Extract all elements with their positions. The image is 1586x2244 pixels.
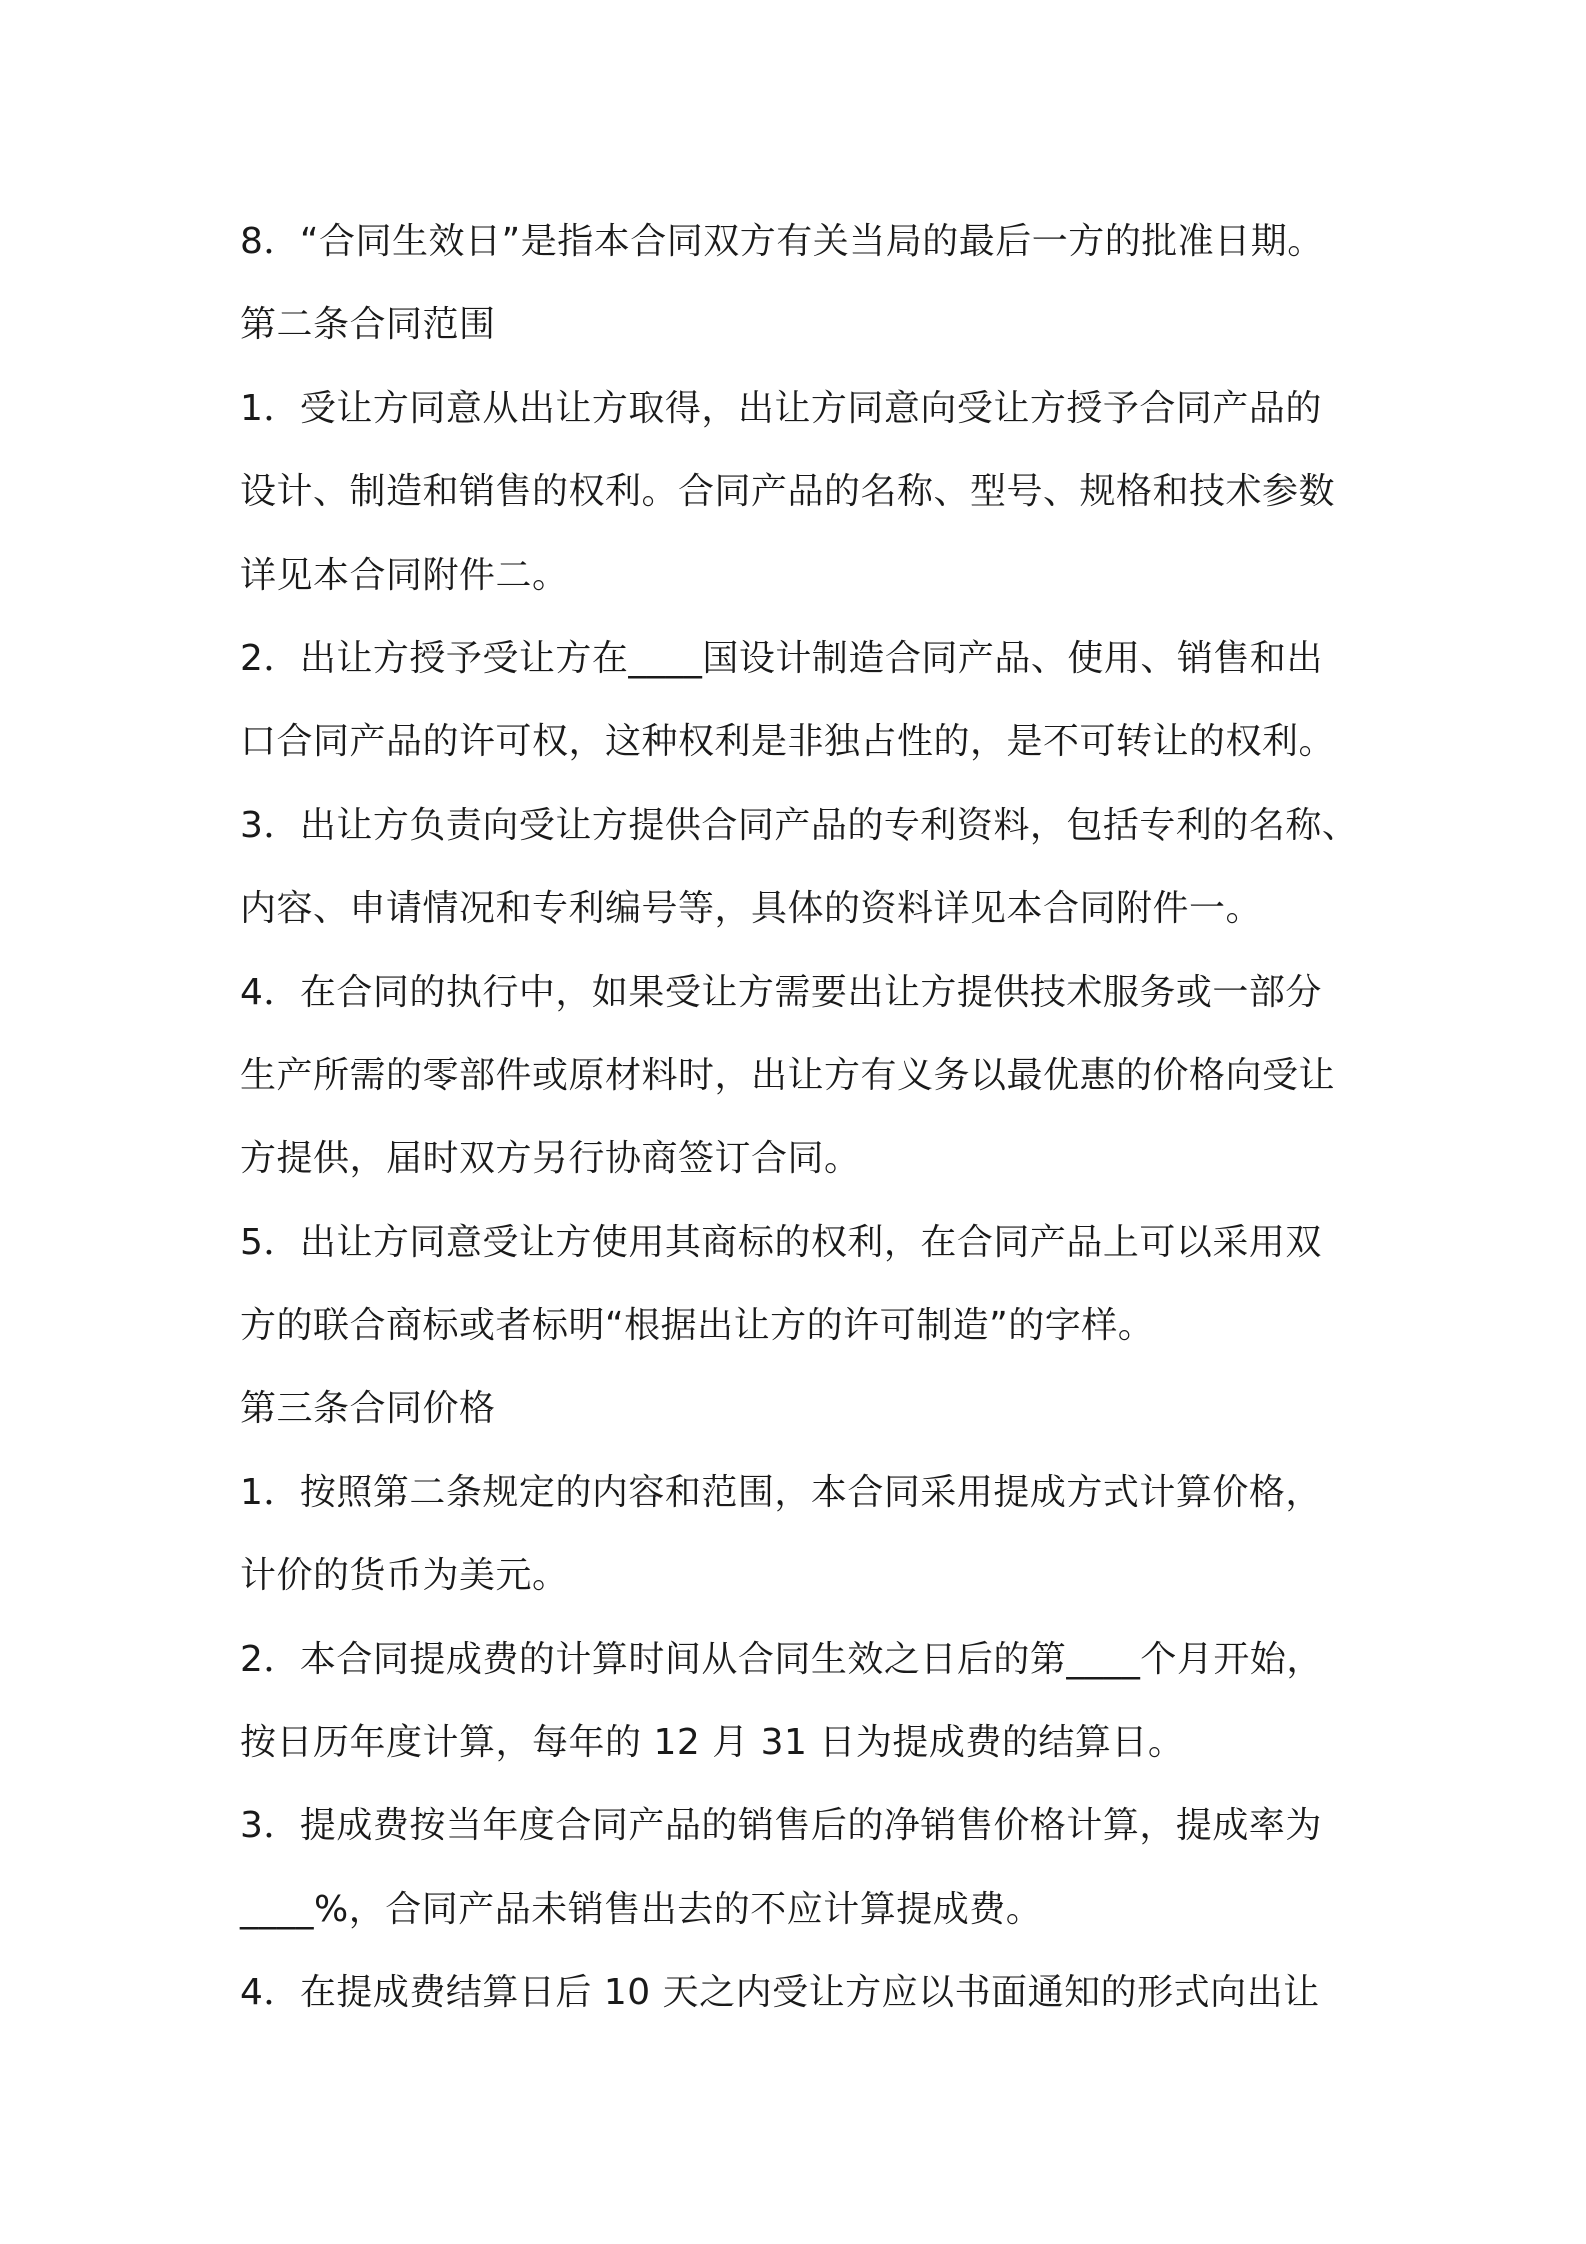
paragraph-line: 3．出让方负责向受让方提供合同产品的专利资料，包括专利的名称、 (240, 804, 1359, 846)
paragraph-line: 5．出让方同意受让方使用其商标的权利，在合同产品上可以采用双 (240, 1221, 1322, 1263)
paragraph-line: 内容、申请情况和专利编号等，具体的资料详见本合同附件一。 (240, 888, 1263, 930)
paragraph-line: 生产所需的零部件或原材料时，出让方有义务以最优惠的价格向受让 (240, 1054, 1336, 1096)
section-heading-scope: 第二条合同范围 (240, 304, 496, 346)
paragraph-line: 4．在合同的执行中，如果受让方需要出让方提供技术服务或一部分 (240, 971, 1322, 1013)
section-heading-price: 第三条合同价格 (240, 1388, 496, 1430)
paragraph-line: 方的联合商标或者标明“根据出让方的许可制造”的字样。 (240, 1305, 1155, 1347)
paragraph-line: 1．按照第二条规定的内容和范围，本合同采用提成方式计算价格， (240, 1471, 1322, 1513)
paragraph-line: 详见本合同附件二。 (240, 554, 569, 596)
paragraph-line: 设计、制造和销售的权利。合同产品的名称、型号、规格和技术参数 (240, 471, 1336, 513)
paragraph-line: 计价的货币为美元。 (240, 1555, 569, 1597)
document-body (240, 200, 1380, 2035)
paragraph-line: 口合同产品的许可权，这种权利是非独占性的，是不可转让的权利。 (240, 721, 1336, 763)
clause-8-effective-date: 8．“合同生效日”是指本合同双方有关当局的最后一方的批准日期。 (240, 221, 1324, 262)
paragraph-line: 2．本合同提成费的计算时间从合同生效之日后的第____个月开始， (240, 1638, 1323, 1680)
paragraph-line: 3．提成费按当年度合同产品的销售后的净销售价格计算，提成率为 (240, 1805, 1322, 1847)
paragraph-line: 按日历年度计算，每年的 12 月 31 日为提成费的结算日。 (240, 1722, 1185, 1764)
paragraph-line: 2．出让方授予受让方在____国设计制造合同产品、使用、销售和出 (240, 637, 1323, 679)
paragraph-line: ____%，合同产品未销售出去的不应计算提成费。 (240, 1888, 1043, 1930)
paragraph-line: 4．在提成费结算日后 10 天之内受让方应以书面通知的形式向出让 (240, 1972, 1320, 2014)
paragraph-line: 1．受让方同意从出让方取得，出让方同意向受让方授予合同产品的 (240, 387, 1322, 429)
paragraph-line: 方提供，届时双方另行协商签订合同。 (240, 1138, 861, 1180)
